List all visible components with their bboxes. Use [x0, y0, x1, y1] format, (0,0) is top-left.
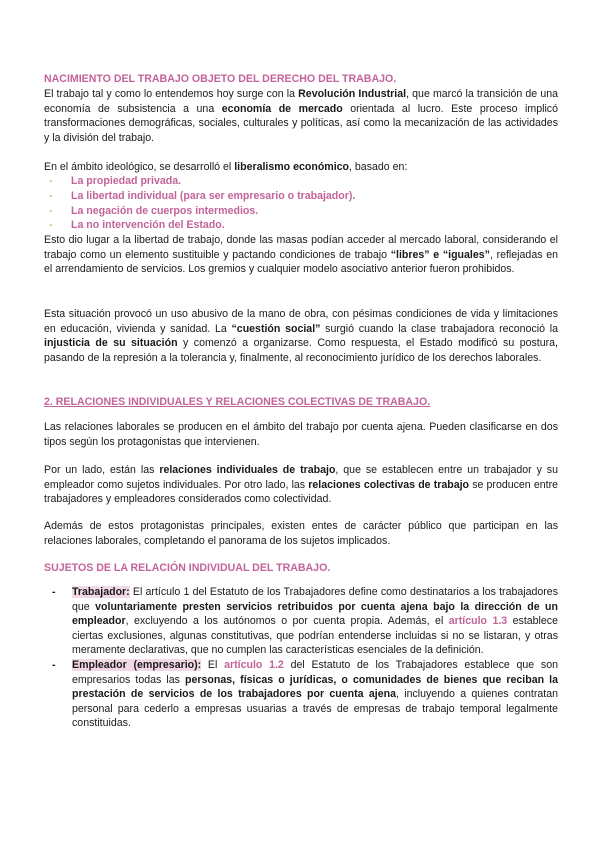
- liberalism-bullet-list: [44, 174, 558, 233]
- list-item-empleador: - Empleador (empresario): El artículo 1.2 del Estatuto de los Trabajadores establece que son empresarios todas las personas, físicas o jurídicas, o comunidades de bienes que reciban la prestación de servicios de los trabajadores por cuenta ajena, incluyendo a quienes contratan personal para cederlo a empresas usuarias a través de empresas de trabajo temporal legalmente constituidas.: [52, 658, 558, 730]
- section3-heading: SUJETOS DE LA RELACIÓN INDIVIDUAL DEL TRABAJO.: [44, 562, 331, 574]
- section2-paragraph-2: Por un lado, están las relaciones individuales de trabajo, que se establecen entre un trabajador y su empleador como sujetos individuales. Por otro lado, las relaciones colectivas de trabajo se producen entre trabajadores y empleadores considerados como colectividad.: [44, 464, 558, 506]
- section1-heading: NACIMIENTO DEL TRABAJO OBJETO DEL DERECHO DEL TRABAJO.: [44, 73, 397, 85]
- list-item: - La no intervención del Estado.: [49, 219, 225, 232]
- list-item: - La negación de cuerpos intermedios.: [49, 204, 259, 217]
- section2-heading: 2. RELACIONES INDIVIDUALES Y RELACIONES COLECTIVAS DE TRABAJO.: [44, 396, 431, 408]
- section1-paragraph-4: Esta situación provocó un uso abusivo de la mano de obra, con pésimas condiciones de vida y limitaciones en educación, vivienda y sanidad. La “cuestión social” surgió cuando la clase trabajadora reconoció la injusticia de su situación y comenzó a organizarse. Como respuesta, el Estado modificó su postura, pasando de la represión a la tolerancia y, finalmente, al reconocimiento jurídico de los derechos laborales.: [44, 308, 559, 364]
- section1-paragraph-2: En el ámbito ideológico, se desarrolló el liberalismo económico, basado en:: [44, 161, 408, 173]
- list-item: - La propiedad privada.: [49, 175, 182, 187]
- section2-paragraph-1: Las relaciones laborales se producen en el ámbito del trabajo por cuenta ajena. Pueden clasificarse en dos tipos según los protagonistas que intervienen.: [44, 421, 558, 448]
- list-item-trabajador: - Trabajador: El artículo 1 del Estatuto de los Trabajadores define como destinatarios a los trabajadores que voluntariamente presten servicios retribuidos por cuenta ajena bajo la dirección de un empleador, excluyendo a los autónomos o por cuenta propia. Además, el artículo 1.3 establece ciertas exclusiones, algunas constitutivas, que podrían entenderse incluidas si no se listaran, y otras meramente declarativas, que no cumplen las características esenciales de la definición.: [52, 586, 558, 657]
- section1-paragraph-3: Esto dio lugar a la libertad de trabajo, donde las masas podían acceder al mercado laboral, considerando el trabajo como un elemento sustituible y pactando condiciones de trabajo “libres” e “iguales”, reflejadas en el arrendamiento de servicios. Los gremios y cualquier modelo asociativo anterior fueron prohibidos.: [44, 234, 558, 276]
- subjects-list: [44, 585, 558, 731]
- section1-paragraph-1: El trabajo tal y como lo entendemos hoy surge con la Revolución Industrial, que marcó la transición de una economía de subsistencia a una economía de mercado orientada al lucro. Este proceso implicó transformaciones demográficas, sociales, culturales y políticas, así como la mecanización de las actividades y la división del trabajo.: [44, 88, 558, 144]
- list-item: - La libertad individual (para ser empresario o trabajador).: [49, 189, 356, 202]
- section2-paragraph-3: Además de estos protagonistas principales, existen entes de carácter público que participan en las relaciones laborales, completando el panorama de los sujetos implicados.: [44, 520, 558, 547]
